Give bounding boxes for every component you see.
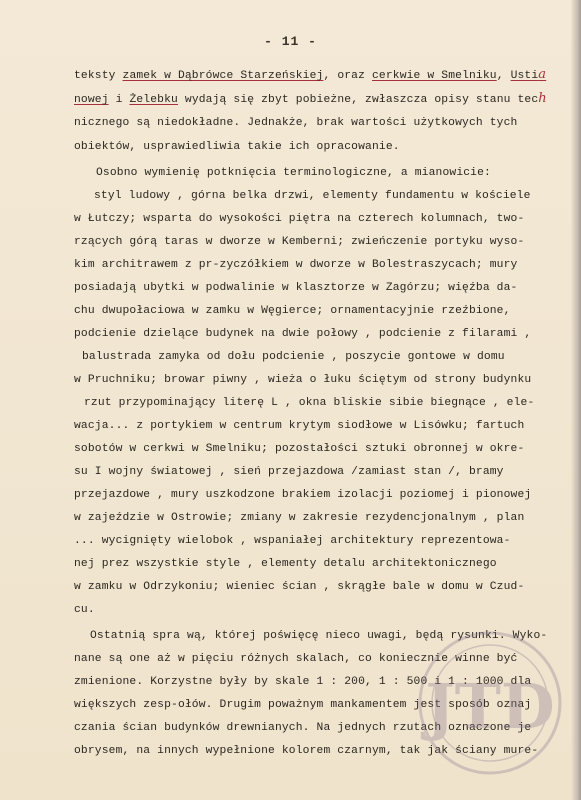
text-line-29: czania ścian budynków drewnianych. Na jednych rzutach oznaczone je — [74, 722, 532, 734]
line1-text-c: , oraz — [323, 70, 372, 82]
text-line-10: posiadają ubytki w podwalinie w klasztorze w Zagórzu; więźba da- — [74, 282, 518, 294]
text-line-4: obiektów, usprawiedliwia takie ich opracowanie. — [74, 141, 400, 153]
page-edge — [571, 0, 581, 800]
text-line-27: zmienione. Korzystne były by skale 1 : 200, 1 : 500 i 1 : 1000 dla — [74, 676, 532, 688]
text-line-20: w zajeździe w Ostrowie; zmiany w zakresie rezydencjonalnym , plan — [74, 512, 525, 524]
underlined-ustianowa: Usti — [510, 70, 539, 82]
text-line-22: nej prez wszystkie style , elementy detalu architektonicznego — [74, 558, 497, 570]
underlined-nowej: nowej — [74, 94, 109, 106]
handwritten-correction-h: h — [538, 91, 547, 106]
line2-text-d: wydają się zbyt pobieżne, zwłaszcza opisy stanu tec — [177, 94, 539, 106]
text-line-6: styl ludowy , górna belka drzwi, elementy fundamentu w kościele — [94, 190, 531, 202]
text-line-16: wacja... z portykiem w centrum krytym siodłowe w Lisówku; fartuch — [74, 420, 525, 432]
text-line-15: rzut przypominający literę L , okna bliskie sibie biegnące , ele- — [84, 397, 535, 409]
text-line-8: rzących górą taras w dworze w Kemberni; zwieńczenie portyku wyso- — [74, 236, 525, 248]
text-line-11: chu dwupołaciowa w zamku w Węgierce; ornamentacyjnie rzeźbione, — [74, 305, 511, 317]
text-line-1 — [74, 68, 546, 83]
text-line-24: cu. — [74, 604, 95, 616]
text-line-9: kim architrawem z pr-zyczółkiem w dworze w Bolestraszycach; mury — [74, 259, 518, 271]
text-line-30: obrysem, na innych wypełnione kolorem czarnym, tak jak ściany mure- — [74, 745, 539, 757]
text-line-5: Osobno wymienię potknięcia terminologiczne, a mianowicie: — [96, 167, 491, 179]
underlined-dabrowka: zamek w Dąbrówce Starzeńskiej — [122, 70, 324, 82]
page-number: - 11 - — [264, 34, 317, 49]
library-stamp-seal — [415, 628, 565, 778]
text-line-12: podcienie dzielące budynek na dwie połowy , podcienie z filarami , — [74, 328, 532, 340]
handwritten-correction-a: a — [538, 67, 547, 82]
text-line-2 — [74, 92, 547, 107]
line1-text-e: , — [496, 70, 511, 82]
text-line-25: Ostatnią spra wą, której poświęcę nieco uwagi, będą rysunki. Wyko- — [90, 630, 548, 642]
text-line-21: ... wycignięty wielobok , wspaniałej architektury reprezentowa- — [74, 535, 511, 547]
stamp-monogram: JTD — [425, 670, 555, 743]
text-line-19: przejazdowe , mury uszkodzone brakiem izolacji poziomej i pionowej — [74, 489, 532, 501]
line1-text-a: teksty — [74, 70, 123, 82]
text-line-23: w zamku w Odrzykoniu; wieniec ścian , skrągłe bale w domu w Czud- — [74, 581, 525, 593]
text-line-7: w Łutczy; wsparta do wysokości piętra na czterech kolumnach, two- — [74, 213, 525, 225]
line2-text-b: i — [108, 94, 130, 106]
text-line-18: su I wojny światowej , sień przejazdowa /zamiast stan /, bramy — [74, 466, 504, 478]
underlined-zelebek: Żelebku — [129, 94, 178, 106]
text-line-3: nicznego są niedokładne. Jednakże, brak wartości użytkowych tych — [74, 117, 518, 129]
text-line-13: balustrada zamyka od dołu podcienie , poszycie gontowe w domu — [82, 351, 505, 363]
text-line-17: sobotów w cerkwi w Smelniku; pozostałości sztuki obronnej w okre- — [74, 443, 525, 455]
text-line-14: w Pruchniku; browar piwny , wieża o łuku ściętym od strony budynku — [74, 374, 532, 386]
text-line-28: większych zesp-ołów. Drugim poważnym mankamentem jest sposób oznaj — [74, 699, 532, 711]
underlined-smelnik: cerkwie w Smelniku — [371, 70, 497, 82]
text-line-26: nane są one aż w pięciu różnych skalach, co koniecznie winne być — [74, 653, 518, 665]
